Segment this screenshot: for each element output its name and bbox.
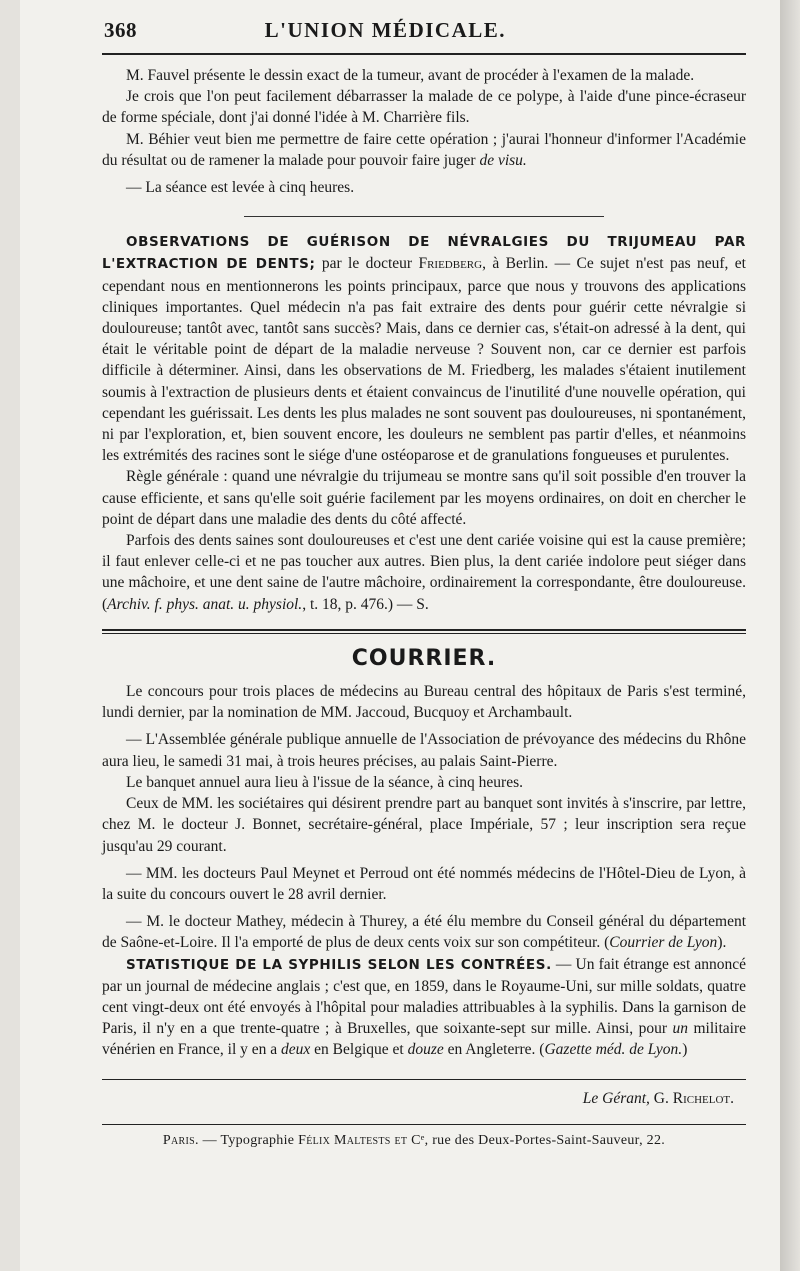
signature-name: G. Richelot. bbox=[653, 1089, 734, 1107]
paragraph: Je crois que l'on peut facilement débarrasser la malade de ce polype, à l'aide d'une pince-écraseur de forme spéciale, dont j'ai donné l'idée à M. Charrière fils. bbox=[102, 88, 746, 127]
page-number: 368 bbox=[104, 18, 137, 42]
citation: Gazette méd. de Lyon. bbox=[544, 1041, 683, 1059]
imprint-city: Paris bbox=[162, 1132, 195, 1148]
paragraph: M. Fauvel présente le dessin exact de la tumeur, avant de procéder à l'examen de la malade. bbox=[126, 67, 695, 84]
citation: Courrier de Lyon bbox=[609, 934, 718, 952]
double-rule bbox=[102, 629, 746, 634]
paragraph: Parfois des dents saines sont douloureuses et c'est une dent cariée voisine qui est la cause première; il faut enlever celle-ci et ne pas toucher aux autres. Bien plus, la dent cariée indolore peut siéger dans une mâchoire, et une dent saine de l'autre mâchoire, ordinairement la correspondante, être douloureuse. (Archiv. f. phys. anat. u. physiol., t. 18, p. 476.) — S. bbox=[102, 532, 746, 613]
paragraph: M. Béhier veut bien me permettre de faire cette opération ; j'aurai l'honneur d'informer l'Académie du résultat ou de ramener la malade pour pouvoir faire juger de visu. bbox=[102, 130, 746, 169]
imprint-printer: Félix Maltests et Cᵉ bbox=[298, 1132, 425, 1148]
page-edge-shadow bbox=[780, 0, 800, 1271]
section-divider bbox=[244, 216, 604, 217]
newspaper-page bbox=[20, 0, 780, 1271]
article-body bbox=[82, 65, 746, 1061]
citation: Archiv. f. phys. anat. u. physiol. bbox=[107, 595, 303, 613]
imprint-rule bbox=[102, 1124, 746, 1125]
courrier-title: COURRIER. bbox=[351, 645, 497, 671]
signature-label: Le Gérant, bbox=[582, 1089, 650, 1107]
header-rule bbox=[102, 53, 746, 55]
page-header bbox=[82, 18, 746, 43]
paragraph: — L'Assemblée générale publique annuelle de l'Association de prévoyance des médecins du Rhône aura lieu, le samedi 31 mai, à trois heures précises, au palais Saint-Pierre. bbox=[102, 731, 746, 770]
paragraph: — M. le docteur Mathey, médecin à Thurey, a été élu membre du Conseil général du département de Saône-et-Loire. Il l'a emporté de plus de deux cents voix sur son compétiteur. (Courrier de Lyon). bbox=[102, 913, 746, 952]
imprint: Paris. — Typographie Félix Maltests et Cᵉ, rue des Deux-Portes-Saint-Sauveur, 22. bbox=[162, 1132, 666, 1148]
paragraph: Règle générale : quand une névralgie du trijumeau se montre sans qu'il soit possible d'en trouver la cause efficiente, et sans qu'elle soit guérie facilement par les moyens ordinaires, on doit en chercher le point de départ dans une maladie des dents du côté affecté. bbox=[102, 468, 746, 528]
paragraph: Le banquet annuel aura lieu à l'issue de la séance, à cinq heures. bbox=[126, 773, 524, 791]
paragraph: — La séance est levée à cinq heures. bbox=[126, 179, 355, 197]
footer-rule bbox=[102, 1079, 746, 1080]
paragraph: Ceux de MM. les sociétaires qui désirent prendre part au banquet sont invités à s'inscrire, par lettre, chez M. le docteur J. Bonnet, secrétaire-général, place Impériale, 57 ; leur inscription sera reçue jusqu'au 29 courant. bbox=[102, 795, 746, 855]
statistique-heading: STATISTIQUE DE LA SYPHILIS SELON LES CONTRÉES. bbox=[126, 956, 552, 973]
paragraph: STATISTIQUE DE LA SYPHILIS SELON LES CONTRÉES. — Un fait étrange est annoncé par un journal de médecine anglais ; c'est que, en 1859, dans le Royaume-Uni, sur mille soldats, quatre cent vingt-deux ont été envoyés à l'hôpital pour maladies attribuables à la syphilis. Dans la garnison de Paris, il n'y en a que trente-quatre ; à Bruxelles, que soixante-sept sur mille. Ainsi, pour un militaire vénérien en France, il y en a deux en Belgique et douze en Angleterre. (Gazette méd. de Lyon.) bbox=[102, 955, 747, 1059]
observations-paragraph: OBSERVATIONS DE GUÉRISON DE NÉVRALGIES DU TRIJUMEAU PAR L'EXTRACTION DE DENTS; par le docteur Friedberg, à Berlin. — Ce sujet n'est pas neuf, et cependant nous en mentionnerons les points principaux, parce que nous y trouvons des applications cliniques importantes. Quel médecin n'a pas fait extraire des dents pour guérir cette névralgie si douloureuse; tantôt avec, tantôt sans succès? Mais, dans ce dernier cas, s'était-on adressé à la dent, qui était le véritable point de départ de la maladie nerveuse ? Souvent non, car ce dernier est parfois difficile à déterminer. Ainsi, dans les observations de M. Friedberg, les malades s'étaient inutilement soumis à l'extraction de plusieurs dents et étaient convaincus de l'inutilité d'une nouvelle opération, qui cependant les guérissait. Les dents les plus malades ne sont souvent pas douloureuses, ni spontanément, ni par l'exploration, et, bien souvent encore, les douleurs ne semblent pas partir d'elles, et néanmoins les extrémités des racines sont le siége d'une ostéoparose et de granulations fongueuses et purulentes. bbox=[102, 234, 746, 465]
signature bbox=[82, 1090, 746, 1108]
paragraph: Le concours pour trois places de médecins au Bureau central des hôpitaux de Paris s'est terminé, lundi dernier, par la nomination de MM. Jaccoud, Bucquoy et Archambault. bbox=[102, 683, 746, 722]
paragraph: — MM. les docteurs Paul Meynet et Perroud ont été nommés médecins de l'Hôtel-Dieu de Lyon, à la suite du concours ouvert le 28 avril dernier. bbox=[102, 864, 746, 903]
observations-heading: OBSERVATIONS DE GUÉRISON DE NÉVRALGIES DU TRIJUMEAU PAR L'EXTRACTION DE DENTS; bbox=[102, 234, 746, 273]
author-name: Friedberg bbox=[418, 255, 483, 273]
journal-title: L'UNION MÉDICALE. bbox=[264, 18, 506, 42]
